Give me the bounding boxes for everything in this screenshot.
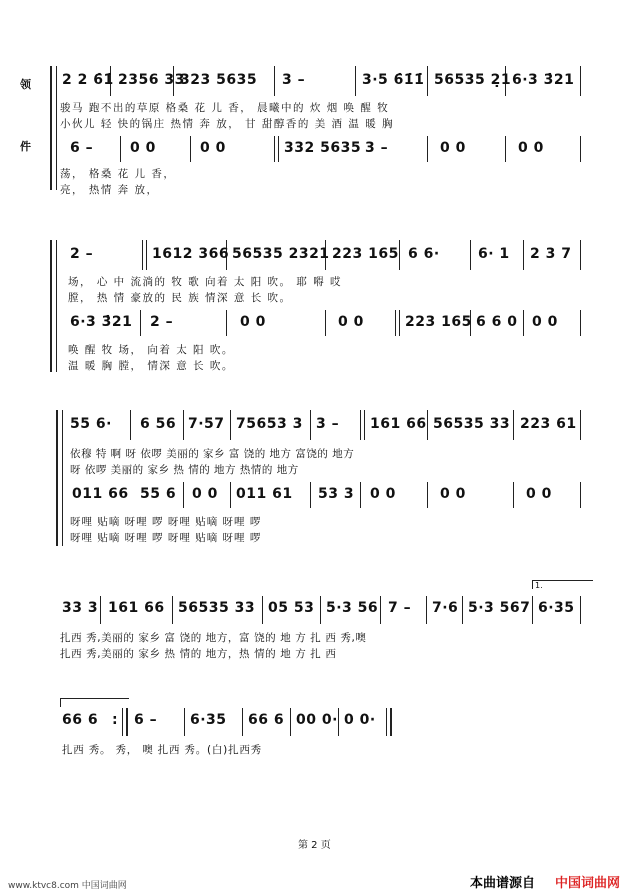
note-group: 3·5 6̇1̇1̇	[362, 72, 425, 88]
barline	[399, 310, 400, 336]
volta-label: 1.	[535, 581, 543, 590]
note-group: 55 6	[140, 486, 177, 502]
note-group: 5·3 567	[468, 600, 531, 616]
note-group: 6·3 3̇21	[70, 314, 133, 330]
note-group: 6 6 0	[476, 314, 518, 330]
barline	[190, 136, 191, 162]
note-group: 0 0	[130, 140, 156, 156]
barline	[580, 136, 581, 162]
barline	[183, 410, 184, 440]
barline	[274, 136, 275, 162]
note-group: 6 6·	[408, 246, 440, 262]
note-group: 7·6	[432, 600, 459, 616]
note-group: 66 6	[248, 712, 285, 728]
barline	[122, 708, 123, 736]
note-group: 66 6	[62, 712, 99, 728]
note-group: 3 –	[282, 72, 306, 88]
barline	[462, 596, 463, 624]
note-group: 05 53	[268, 600, 315, 616]
note-group: 6·3 3̇21	[512, 72, 575, 88]
lyric-line: 亮， 热情 奔 放，	[60, 184, 159, 196]
barline	[126, 708, 128, 736]
note-group: 7·57	[188, 416, 225, 432]
barline	[274, 66, 275, 96]
barline	[242, 708, 243, 736]
note-group: 56535 33	[433, 416, 511, 432]
barline	[427, 66, 428, 96]
footer-site: www.ktvc8.com 中国词曲网	[8, 881, 127, 891]
lyric-line: 依穆 特 啊 呀 依啰 美丽的 家乡 富 饶的 地方 富饶的 地方	[70, 448, 355, 460]
barline	[140, 310, 141, 336]
system-brace	[50, 240, 52, 372]
repeat-sign: :	[112, 712, 119, 728]
note-group: 6·35	[190, 712, 227, 728]
barline	[427, 410, 428, 440]
note-group: 7 –	[388, 600, 412, 616]
note-group: 3 –	[316, 416, 340, 432]
note-group: 56535 2̣1	[434, 72, 512, 88]
barline	[338, 708, 339, 736]
lyric-line: 呀 依啰 美丽的 家乡 热 情的 地方 热情的 地方	[70, 464, 299, 476]
note-group: 0 0	[440, 486, 466, 502]
barline	[184, 708, 185, 736]
barline	[230, 482, 231, 508]
barline	[426, 596, 427, 624]
barline	[580, 410, 581, 440]
barline	[130, 410, 131, 440]
chorus-label: 件	[20, 140, 31, 153]
footer-source-label: 本曲谱源自	[470, 876, 536, 891]
barline	[183, 482, 184, 508]
barline	[146, 240, 147, 270]
note-group: 2 –	[70, 246, 94, 262]
barline	[364, 410, 365, 440]
lyric-line: 呀哩 贴嘀 呀哩 啰 呀哩 贴嘀 呀哩 啰	[70, 516, 262, 528]
lyric-line: 扎西 秀,美丽的 家乡 热 情的 地方，热 情的 地 方 扎 西	[60, 648, 337, 660]
barline	[580, 310, 581, 336]
note-group: 223 165	[332, 246, 399, 262]
note-group: 0 0	[240, 314, 266, 330]
note-group: 011 61	[236, 486, 293, 502]
footer-brand: 中国词曲网	[555, 876, 621, 891]
barline	[320, 596, 321, 624]
note-group: 1612 366	[152, 246, 230, 262]
barline	[580, 596, 581, 624]
note-group: 0 0	[370, 486, 396, 502]
note-group: 53 3	[318, 486, 355, 502]
note-group: 75653 3	[236, 416, 303, 432]
barline	[230, 410, 231, 440]
lyric-line: 温 暖 胸 膛， 情深 意 长 吹。	[68, 360, 234, 372]
note-group: 0 0	[440, 140, 466, 156]
note-group: 2 3 7	[530, 246, 572, 262]
barline	[386, 708, 387, 736]
barline	[278, 136, 279, 162]
note-group: 0 0	[532, 314, 558, 330]
barline	[513, 410, 514, 440]
barline	[56, 66, 57, 190]
barline	[310, 482, 311, 508]
system-brace	[50, 66, 52, 190]
note-group: 0 0	[526, 486, 552, 502]
note-group: 6 –	[70, 140, 94, 156]
barline	[580, 240, 581, 270]
barline	[523, 240, 524, 270]
barline	[523, 310, 524, 336]
barline	[62, 410, 63, 546]
barline	[360, 482, 361, 508]
note-group: 0 0	[338, 314, 364, 330]
note-group: 2356 33	[118, 72, 185, 88]
barline	[310, 410, 311, 440]
note-group: 323 5635	[180, 72, 258, 88]
lyric-line: 唤 醒 牧 场， 向着 太 阳 吹。	[68, 344, 234, 356]
barline	[120, 136, 121, 162]
lyric-line: 扎西 秀。 秀， 噢 扎西 秀。(白)扎西秀	[62, 744, 262, 756]
volta-bracket	[60, 698, 129, 707]
barline	[262, 596, 263, 624]
lyric-line: 膛， 热 情 豪放的 民 族 情深 意 长 吹。	[68, 292, 292, 304]
lyric-line: 荡， 格桑 花 儿 香，	[60, 168, 176, 180]
note-group: 161 66	[370, 416, 427, 432]
barline	[470, 240, 471, 270]
barline	[580, 66, 581, 96]
lyric-line: 场， 心 中 流淌的 牧 歌 向着 太 阳 吹。 耶 嘚 哎	[68, 276, 343, 288]
note-group: 6·35	[538, 600, 575, 616]
note-group: 0 0·	[344, 712, 376, 728]
barline	[532, 596, 533, 624]
barline	[325, 310, 326, 336]
barline	[172, 596, 173, 624]
note-group: 3 –	[365, 140, 389, 156]
note-group: 6 –	[134, 712, 158, 728]
barline	[427, 482, 428, 508]
page-number: 第 2 页	[298, 840, 331, 851]
system-brace	[56, 410, 58, 546]
barline	[226, 310, 227, 336]
note-group: 332 5635	[284, 140, 362, 156]
note-group: 6 56	[140, 416, 177, 432]
note-group: 011 66	[72, 486, 129, 502]
note-group: 0 0	[518, 140, 544, 156]
note-group: 0 0	[192, 486, 218, 502]
barline	[380, 596, 381, 624]
barline	[56, 240, 57, 372]
barline	[360, 410, 361, 440]
barline	[399, 240, 400, 270]
note-group: 223 61	[520, 416, 577, 432]
barline	[390, 708, 392, 736]
note-group: 6· 1	[478, 246, 510, 262]
barline	[427, 136, 428, 162]
lyric-line: 呀哩 贴嘀 呀哩 啰 呀哩 贴嘀 呀哩 啰	[70, 532, 262, 544]
note-group: 0 0	[200, 140, 226, 156]
barline	[355, 66, 356, 96]
lyric-line: 扎西 秀,美丽的 家乡 富 饶的 地方，富 饶的 地 方 扎 西 秀,噢	[60, 632, 367, 644]
note-group: 00 0·	[296, 712, 338, 728]
note-group: 55 6·	[70, 416, 112, 432]
barline	[580, 482, 581, 508]
note-group: 2 –	[150, 314, 174, 330]
lyric-line: 骏马 跑不出的草原 格桑 花 儿 香， 晨曦中的 炊 烟 唤 醒 牧	[60, 102, 390, 114]
barline	[505, 136, 506, 162]
barline	[395, 310, 396, 336]
barline	[513, 482, 514, 508]
note-group: 5·3 56	[326, 600, 379, 616]
note-group: 161 66	[108, 600, 165, 616]
note-group: 56535 33	[178, 600, 256, 616]
lead-label: 领	[20, 78, 31, 91]
barline	[142, 240, 143, 270]
note-group: 56535 2321	[232, 246, 330, 262]
barline	[290, 708, 291, 736]
note-group: 33 3	[62, 600, 99, 616]
note-group: 223 165	[405, 314, 472, 330]
lyric-line: 小伙儿 轻 快的锅庄 热情 奔 放， 甘 甜醇香的 美 酒 温 暖 胸	[60, 118, 395, 130]
note-group: 2 2 6̇1̇	[62, 72, 114, 88]
barline	[100, 596, 101, 624]
